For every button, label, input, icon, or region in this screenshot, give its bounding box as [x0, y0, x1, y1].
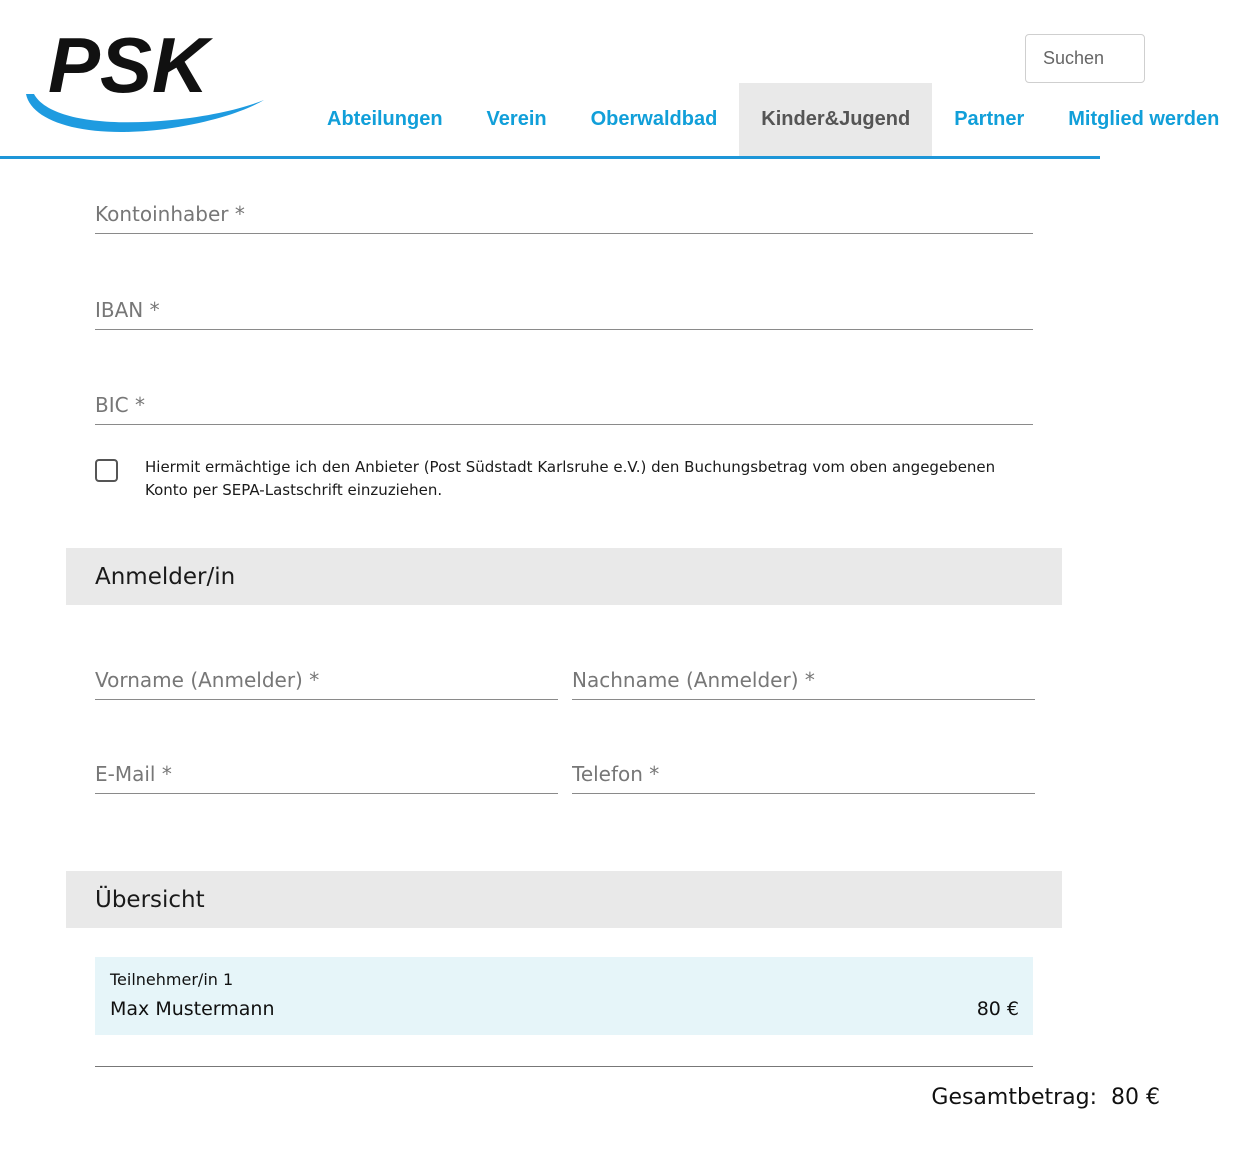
- nav-item-partner[interactable]: Partner: [954, 108, 1025, 130]
- account-holder-input[interactable]: [95, 194, 1033, 233]
- total-amount: [931, 1085, 1160, 1110]
- last-name-input[interactable]: [572, 660, 1035, 699]
- sepa-consent-text: Hiermit ermächtige ich den Anbieter (Post Südstadt Karlsruhe e.V.) den Buchungsbetrag vom oben angegebenen Konto per SEPA-Lastschrift einzuziehen.: [145, 458, 996, 499]
- nav-item-verein[interactable]: Verein: [486, 108, 547, 130]
- first-name-input[interactable]: [95, 660, 558, 699]
- first-name-field: [95, 660, 558, 700]
- nav-item-oberwaldbad[interactable]: Oberwaldbad: [590, 108, 718, 130]
- participant-label: Teilnehmer/in 1: [110, 970, 234, 989]
- iban-input[interactable]: [95, 290, 1033, 329]
- nav-item-kinder-jugend[interactable]: Kinder&Jugend: [739, 83, 932, 156]
- participant-summary: [95, 957, 1033, 1035]
- summary-divider: [95, 1066, 1033, 1067]
- logo-text: PSK: [48, 21, 209, 109]
- total-value: 80 €: [1111, 1085, 1160, 1110]
- site-header: [0, 0, 1220, 159]
- email-field: [95, 754, 558, 794]
- participant-price: 80 €: [976, 998, 1019, 1020]
- account-holder-field: [95, 194, 1033, 234]
- main-nav: [305, 83, 1241, 156]
- registrant-section-title: Anmelder/in: [66, 548, 1062, 605]
- nav-item-abteilungen[interactable]: Abteilungen: [327, 108, 443, 130]
- iban-field: [95, 290, 1033, 330]
- sepa-consent: [95, 456, 1035, 502]
- nav-item-mitglied[interactable]: Mitglied werden: [1068, 108, 1220, 130]
- phone-field: [572, 754, 1035, 794]
- search-input[interactable]: [1025, 34, 1145, 83]
- overview-section-title: Übersicht: [66, 871, 1062, 928]
- bic-field: [95, 385, 1033, 425]
- total-label: Gesamtbetrag:: [931, 1085, 1098, 1110]
- bic-input[interactable]: [95, 385, 1033, 424]
- psk-logo[interactable]: [22, 21, 267, 140]
- phone-input[interactable]: [572, 754, 1035, 793]
- email-input[interactable]: [95, 754, 558, 793]
- sepa-consent-checkbox[interactable]: [95, 459, 118, 482]
- participant-name: Max Mustermann: [110, 998, 275, 1020]
- last-name-field: [572, 660, 1035, 700]
